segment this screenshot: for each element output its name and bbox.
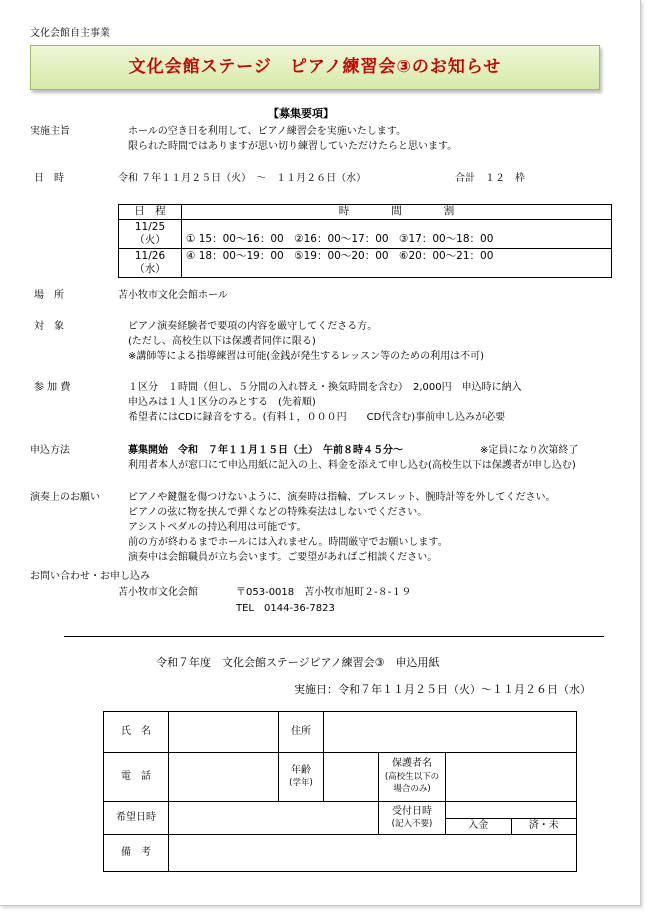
request-line: ピアノや鍵盤を傷つけないように、演奏時は指輪、ブレスレット、腕時計等を外してください。 (128, 492, 556, 503)
requests-label: 演奏上のお願い (30, 492, 100, 503)
target-line-2: (ただし、高校生以下は保護者同伴に限る) (128, 336, 316, 347)
schedule-day: （水） (134, 263, 166, 275)
name-label: 氏 名 (104, 712, 169, 753)
apply-line-1: 募集開始 令和 ７年１１月１５日（土） 午前８時４５分～ (128, 445, 403, 456)
schedule-row (119, 220, 612, 249)
age-label: 年齢 (291, 764, 311, 776)
wish-datetime-label: 希望日時 (104, 802, 169, 835)
purpose-line-2: 限られた時間ではありますが思い切り練習していただけたらと思います。 (128, 141, 458, 152)
apply-line-2: 利用者本人が窓口にて申込用紙に記入の上、料金を添えて申し込む(高校生以下は保護者が申し込む) (128, 460, 576, 471)
schedule-row (119, 249, 612, 278)
schedule-header-time: 時 間 割 (182, 205, 612, 220)
schedule-slots: ④ 18：00～19：00 ⑤19：00～20：00 ⑥20：00～21：00 (182, 249, 612, 278)
remarks-label: 備 考 (104, 835, 169, 872)
fee-line-2: 申込みは１人１区分のみとする (先着順) (128, 397, 316, 408)
target-line-1: ピアノ演奏経験者で要項の内容を厳守してくださる方。 (128, 321, 378, 332)
request-line: 前の方が終わるまでホールには入れません。時間厳守でお願いします。 (128, 537, 448, 548)
recruit-heading: 【募集要項】 (268, 107, 334, 120)
fee-line-1: １区分 １時間（但し、５分間の入れ替え・換気時間を含む） 2,000円 申込時に納入 (128, 382, 522, 393)
form-title: 令和７年度 文化会館ステージピアノ練習会③ 申込用紙 (156, 656, 440, 669)
schedule-date-cell (119, 249, 182, 278)
purpose-label: 実施主旨 (30, 126, 70, 137)
dates-label: 日 時 (34, 173, 64, 184)
cut-line-divider (64, 636, 604, 637)
received-sublabel: (記入不要) (391, 819, 433, 829)
age-sublabel: (学年) (289, 778, 313, 788)
schedule-slots: ① 15：00～16：00 ②16：00～17：00 ③17：00～18：00 (182, 220, 612, 249)
received-label: 受付日時 (392, 805, 432, 817)
received-label-cell (379, 802, 446, 835)
apply-note: ※定員になり次第終了 (480, 445, 579, 456)
paid-status: 済・未 (528, 819, 559, 831)
apply-label: 申込方法 (30, 445, 70, 456)
fee-line-3: 希望者にはCDに録音をする。(有料１，０００円 CD代含む)事前申し込みが必要 (128, 412, 506, 423)
payment-subtable (446, 803, 576, 834)
schedule-date-cell (119, 220, 182, 249)
dates-total: 合計 １２ 枠 (455, 173, 525, 184)
fee-label: 参 加 費 (34, 382, 71, 393)
wish-datetime-field[interactable] (169, 802, 379, 835)
schedule-date: 11/25 (134, 220, 166, 233)
address-field[interactable] (324, 712, 577, 753)
phone-field[interactable] (169, 753, 279, 802)
guardian-label: 保護者名 (392, 758, 432, 770)
purpose-line-1: ホールの空き日を利用して、ピアノ練習会を実施いたします。 (128, 126, 406, 137)
payment-label: 入金 (446, 818, 511, 834)
age-label-cell (279, 753, 324, 802)
contact-name: 苫小牧市文化会館 (118, 587, 198, 598)
contact-label: お問い合わせ・お申し込み (30, 571, 150, 582)
request-line: 演奏中は会館職員が立ち会います。ご要望があればご相談ください。 (128, 552, 438, 563)
schedule-day: （火） (134, 234, 166, 246)
guardian-sublabel-2: 場合のみ) (393, 784, 431, 795)
target-label: 対 象 (34, 321, 64, 332)
received-datetime-field (446, 803, 576, 819)
address-label: 住所 (279, 712, 324, 753)
place-value: 苫小牧市文化会館ホール (118, 290, 228, 301)
request-line: ピアノの弦に物を挟んで弾くなどの特殊奏法はしないでください。 (128, 507, 428, 518)
age-field[interactable] (324, 753, 379, 802)
name-field[interactable] (169, 712, 279, 753)
schedule-date: 11/26 (134, 249, 166, 262)
remarks-field[interactable] (169, 835, 577, 872)
page-title: 文化会館ステージ ピアノ練習会③のお知らせ (30, 45, 600, 90)
dates-value: 令和 ７年１１月２５日（火） ～ １１月２６日（水） (118, 173, 367, 184)
phone-label: 電 話 (104, 753, 169, 802)
schedule-table (118, 204, 612, 278)
guardian-label-cell (379, 753, 446, 802)
organizer-label: 文化会館自主事業 (30, 28, 110, 39)
application-form-table (103, 711, 577, 872)
form-date: 実施日：令和７年１１月２５日（火）～１１月２６日（水） (294, 683, 591, 696)
contact-address: 〒053-0018 苫小牧市旭町２-８-１９ (236, 587, 412, 598)
schedule-header-row (119, 205, 612, 220)
contact-tel: TEL 0144-36-7823 (236, 603, 335, 614)
received-field (446, 802, 577, 835)
target-line-3: ※講師等による指導練習は可能(金銭が発生するレッスン等のための利用は不可) (128, 351, 485, 362)
place-label: 場 所 (34, 290, 64, 301)
guardian-field[interactable] (446, 753, 577, 802)
request-line: アシストペダルの持込利用は可能です。 (128, 522, 307, 533)
guardian-sublabel-1: (高校生以下の (384, 771, 440, 782)
schedule-header-date: 日 程 (119, 205, 182, 220)
